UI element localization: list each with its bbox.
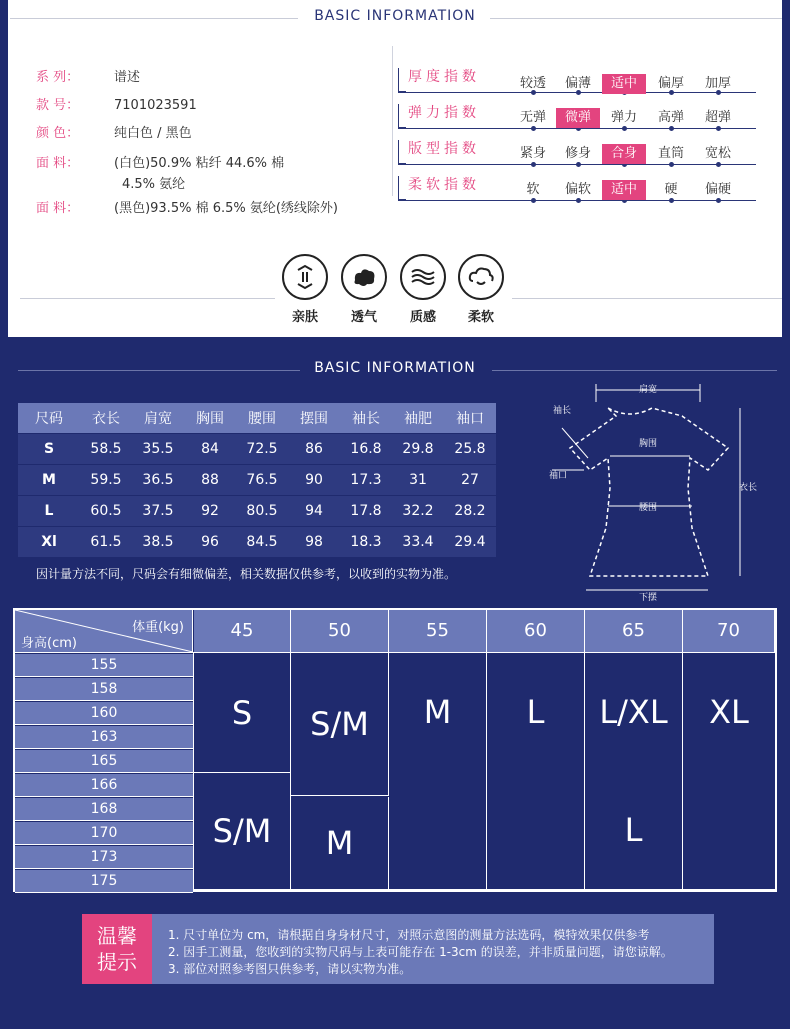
size-table-cell: 59.5 xyxy=(80,465,132,495)
indicator-option: 适中 xyxy=(602,74,646,94)
tip-line-1: 1. 尺寸单位为 cm，请根据自身身材尺寸，对照示意图的测量方法选码，模特效果仅供参考 xyxy=(168,928,650,942)
table-row xyxy=(18,527,496,557)
size-table-cell: 31 xyxy=(392,465,444,495)
height-row-label: 160 xyxy=(15,702,193,725)
info-value: 7101023591 xyxy=(114,98,197,113)
size-cell: S/M xyxy=(194,773,291,890)
info-fabric-white-cont: 4.5% 氨纶 xyxy=(122,177,186,192)
size-table-cell: 72.5 xyxy=(236,434,288,464)
height-row-label: 155 xyxy=(15,654,193,677)
indicator-option: 较透 xyxy=(519,76,546,91)
size-table xyxy=(18,403,496,557)
info-color xyxy=(36,122,192,141)
size-table-cell: 29.4 xyxy=(444,527,496,557)
size-table-cell: 38.5 xyxy=(132,527,184,557)
indicator-bracket xyxy=(398,140,406,164)
height-row-label: 163 xyxy=(15,726,193,749)
indicator-option: 微弹 xyxy=(556,108,600,128)
diagram-chest-label: 胸围 xyxy=(638,439,658,449)
size-cell-group xyxy=(585,653,683,890)
size-table-header-cell: 摆围 xyxy=(288,403,340,433)
soft-icon xyxy=(458,254,504,300)
indicator-option: 紧身 xyxy=(519,146,546,161)
weight-header: 70 xyxy=(683,610,775,652)
feature-line-left xyxy=(20,298,275,299)
info-value: 纯白色 / 黑色 xyxy=(114,126,192,141)
feature-label: 透气 xyxy=(350,310,377,325)
indicator-name: 柔软指数 xyxy=(408,177,480,193)
indicator-option: 偏薄 xyxy=(564,76,591,91)
size-table-cell: 84 xyxy=(184,434,236,464)
info-value: (黑色)93.5% 棉 6.5% 氨纶(绣线除外) xyxy=(114,201,339,216)
diagram-hem-label: 下摆 xyxy=(638,593,658,603)
size-info-header xyxy=(0,360,790,380)
diagram-cuff-label: 袖口 xyxy=(548,471,568,481)
info-fabric-black xyxy=(36,197,338,216)
breathable-icon xyxy=(341,254,387,300)
info-label: 面 料： xyxy=(36,156,80,171)
indicator-name: 版型指数 xyxy=(408,141,480,157)
indicator-option: 硬 xyxy=(664,182,678,197)
indicator-4 xyxy=(398,174,758,208)
info-fabric-white xyxy=(36,152,284,171)
size-table-cell: 90 xyxy=(288,465,340,495)
info-style-no xyxy=(36,94,197,113)
size-cell: S xyxy=(194,653,291,773)
indicator-bracket xyxy=(398,68,406,92)
size-table-header-cell: 袖肥 xyxy=(392,403,444,433)
size-table-header-cell: 袖口 xyxy=(444,403,496,433)
grid-corner xyxy=(15,610,193,652)
size-table-cell: 61.5 xyxy=(80,527,132,557)
info-label: 面 料： xyxy=(36,201,80,216)
indicator-2 xyxy=(398,102,758,136)
height-row-label: 165 xyxy=(15,750,193,773)
size-table-header xyxy=(18,403,496,433)
indicator-name: 弹力指数 xyxy=(408,105,480,121)
size-table-cell: 92 xyxy=(184,496,236,526)
garment-diagram xyxy=(540,378,770,608)
size-table-cell: 94 xyxy=(288,496,340,526)
diagram-shoulder-label: 肩宽 xyxy=(638,385,658,395)
size-table-cell: 86 xyxy=(288,434,340,464)
size-table-cell: 37.5 xyxy=(132,496,184,526)
weight-axis-label: 体重(kg) xyxy=(132,620,184,635)
indicator-option: 偏厚 xyxy=(657,76,684,91)
feature-soft xyxy=(456,254,506,325)
height-row-label: 170 xyxy=(15,822,193,845)
size-table-header-cell: 尺码 xyxy=(18,403,80,433)
info-label: 颜 色： xyxy=(36,126,80,141)
info-value: 谱述 xyxy=(114,70,141,85)
info-label: 款 号： xyxy=(36,98,80,113)
feature-label: 亲肤 xyxy=(291,310,318,325)
height-row-label: 173 xyxy=(15,846,193,869)
tips-badge xyxy=(82,914,152,984)
size-recommendation-grid xyxy=(13,608,777,892)
feature-texture xyxy=(398,254,448,325)
indicator-3 xyxy=(398,138,758,172)
size-table-cell: 88 xyxy=(184,465,236,495)
size-table-header-cell: 肩宽 xyxy=(132,403,184,433)
size-cell: S/M xyxy=(291,653,389,796)
size-table-cell: 28.2 xyxy=(444,496,496,526)
indicator-option: 高弹 xyxy=(657,110,684,125)
basic-info-header xyxy=(0,8,790,28)
size-table-cell: 36.5 xyxy=(132,465,184,495)
weight-header: 60 xyxy=(487,610,585,652)
info-series xyxy=(36,66,140,85)
size-table-cell: 25.8 xyxy=(444,434,496,464)
skin-friendly-icon xyxy=(282,254,328,300)
indicator-option: 弹力 xyxy=(610,110,637,125)
size-table-cell: 33.4 xyxy=(392,527,444,557)
weight-header: 45 xyxy=(194,610,291,652)
indicator-option: 加厚 xyxy=(704,76,731,91)
size-table-header-cell: 腰围 xyxy=(236,403,288,433)
size-cell: XL xyxy=(683,653,775,890)
size-cell: M xyxy=(389,653,487,890)
size-table-header-cell: 袖长 xyxy=(340,403,392,433)
table-row xyxy=(18,434,496,464)
indicator-bracket xyxy=(398,104,406,128)
size-table-cell: Xl xyxy=(18,527,80,557)
info-value: (白色)50.9% 粘纤 44.6% 棉 xyxy=(114,156,285,171)
size-table-header-cell: 衣长 xyxy=(80,403,132,433)
indicator-1 xyxy=(398,66,758,100)
tips-box xyxy=(82,914,714,984)
size-table-cell: 60.5 xyxy=(80,496,132,526)
height-row-label: 166 xyxy=(15,774,193,797)
height-axis-label: 身高(cm) xyxy=(21,636,77,651)
indicator-option: 偏软 xyxy=(564,182,591,197)
size-table-cell: 17.3 xyxy=(340,465,392,495)
info-label: 系 列： xyxy=(36,70,80,85)
diagram-sleeve-length-label: 袖长 xyxy=(552,406,572,416)
size-info-header-text: BASIC INFORMATION xyxy=(314,360,476,376)
info-divider xyxy=(392,46,393,196)
basic-info-header-text: BASIC INFORMATION xyxy=(314,8,476,24)
size-table-cell: 96 xyxy=(184,527,236,557)
feature-breathable xyxy=(339,254,389,325)
size-table-cell: 58.5 xyxy=(80,434,132,464)
size-table-cell: M xyxy=(18,465,80,495)
size-table-cell: 18.3 xyxy=(340,527,392,557)
tip-line-3: 3. 部位对照参考图只供参考，请以实物为准。 xyxy=(168,962,412,976)
height-row-label: 175 xyxy=(15,870,193,893)
table-row xyxy=(18,465,496,495)
weight-header: 55 xyxy=(389,610,487,652)
size-cell: L xyxy=(487,653,585,890)
size-table-header-cell: 胸围 xyxy=(184,403,236,433)
indicator-option: 超弹 xyxy=(704,110,731,125)
height-row-label: 158 xyxy=(15,678,193,701)
indicator-name: 厚度指数 xyxy=(408,69,480,85)
size-table-cell: 16.8 xyxy=(340,434,392,464)
size-table-cell: 76.5 xyxy=(236,465,288,495)
indicator-option: 合身 xyxy=(602,144,646,164)
size-table-cell: 32.2 xyxy=(392,496,444,526)
size-table-cell: L xyxy=(18,496,80,526)
tip-line-2: 2. 因手工测量，您收到的实物尺码与上表可能存在 1-3cm 的误差，并非质量问题，请您谅解。 xyxy=(168,945,673,959)
feature-skin-friendly xyxy=(280,254,330,325)
weight-header: 50 xyxy=(291,610,389,652)
size-cell: L/XL xyxy=(599,693,668,731)
size-table-cell: 17.8 xyxy=(340,496,392,526)
texture-icon xyxy=(400,254,446,300)
indicator-option: 修身 xyxy=(564,146,591,161)
height-row-label: 168 xyxy=(15,798,193,821)
size-table-cell: 98 xyxy=(288,527,340,557)
indicator-option: 软 xyxy=(526,182,540,197)
indicator-option: 适中 xyxy=(602,180,646,200)
tips-badge-text: 温馨提示 xyxy=(97,924,137,974)
indicator-option: 无弹 xyxy=(519,110,546,125)
indicator-bracket xyxy=(398,176,406,200)
size-table-cell: 27 xyxy=(444,465,496,495)
indicator-option: 偏硬 xyxy=(704,182,731,197)
size-table-cell: S xyxy=(18,434,80,464)
size-cell: L xyxy=(624,811,643,849)
feature-label: 质感 xyxy=(409,310,436,325)
size-table-cell: 29.8 xyxy=(392,434,444,464)
size-table-cell: 35.5 xyxy=(132,434,184,464)
feature-line-right xyxy=(512,298,782,299)
size-table-cell: 84.5 xyxy=(236,527,288,557)
indicator-option: 宽松 xyxy=(704,146,731,161)
diagram-waist-label: 腰围 xyxy=(638,503,658,513)
indicator-option: 直筒 xyxy=(657,146,684,161)
size-cell: M xyxy=(291,797,389,890)
diagram-length-label: 衣长 xyxy=(738,483,758,493)
measurement-note: 因计量方法不同，尺码会有细微偏差，相关数据仅供参考，以收到的实物为准。 xyxy=(36,567,457,581)
table-row xyxy=(18,496,496,526)
feature-label: 柔软 xyxy=(467,310,494,325)
weight-header: 65 xyxy=(585,610,683,652)
size-table-cell: 80.5 xyxy=(236,496,288,526)
